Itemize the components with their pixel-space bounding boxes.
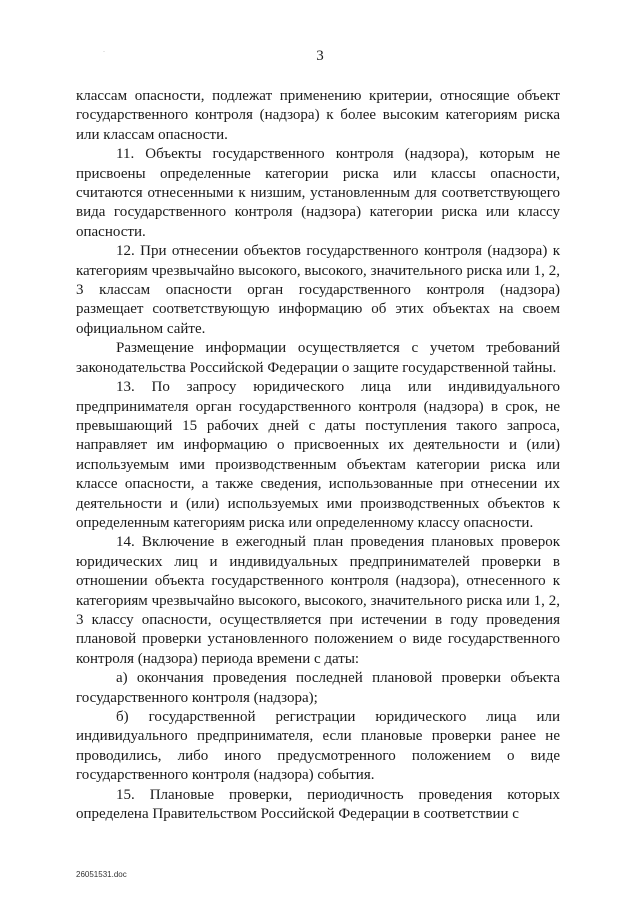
paragraph-11: 11. Объекты государственного контроля (надзора), которым не присвоены определенные категории риска или классы опасности, считаются отнесенными к низшим, установленным для соответствующего вида государственного контроля (надзора) категории риска или классу опасности. xyxy=(76,146,560,240)
paragraph-15: 15. Плановые проверки, периодичность проведения которых определена Правительством Российской Федерации в соответствии с xyxy=(76,786,560,823)
footer-document-id: 26051531.doc xyxy=(76,870,127,879)
document-body xyxy=(76,87,560,824)
paragraph-14: 14. Включение в ежегодный план проведения плановых проверок юридических лиц и индивидуальных предпринимателей проверки в отношении объекта государственного контроля (надзора), отнесенного к категориям чрезвычайно высокого, высокого, значительного риска или 1, 2, 3 классу опасности, осуществляется при истечении в году проведения плановой проверки установленного положением о виде государственного контроля (надзора) периода времени с даты: xyxy=(76,534,560,667)
margin-mark: · xyxy=(103,49,105,55)
paragraph-14-b: б) государственной регистрации юридического лица или индивидуального предпринимателя, если плановые проверки ранее не проводились, либо иного предусмотренного положением о виде государственного контроля (надзора) события. xyxy=(76,709,560,784)
page-number: 3 xyxy=(316,48,324,64)
paragraph-continuation: классам опасности, подлежат применению критерии, относящие объект государственного контроля (надзора) к более высоким категориям риска или классам опасности. xyxy=(76,88,560,143)
paragraph-13: 13. По запросу юридического лица или индивидуального предпринимателя орган государственного контроля (надзора) в срок, не превышающий 15 рабочих дней с даты поступления такого запроса, направляет им информацию о присвоенных их деятельности и (или) используемым ими производственным объектам категории риска или классе опасности, а также сведения, использованные при отнесении их деятельности и (или) используемых ими производственных объектов к определенным категориям риска или определенному классу опасности. xyxy=(76,379,560,531)
paragraph-12-note: Размещение информации осуществляется с учетом требований законодательства Российской Федерации о защите государственной тайны. xyxy=(76,340,560,376)
paragraph-12: 12. При отнесении объектов государственного контроля (надзора) к категориям чрезвычайно высокого, высокого, значительного риска или 1, 2, 3 классам опасности орган государственного контроля (надзора) размещает соответствующую информацию об этих объектах на своем официальном сайте. xyxy=(76,243,560,337)
paragraph-14-a: а) окончания проведения последней плановой проверки объекта государственного контроля (надзора); xyxy=(76,670,560,706)
